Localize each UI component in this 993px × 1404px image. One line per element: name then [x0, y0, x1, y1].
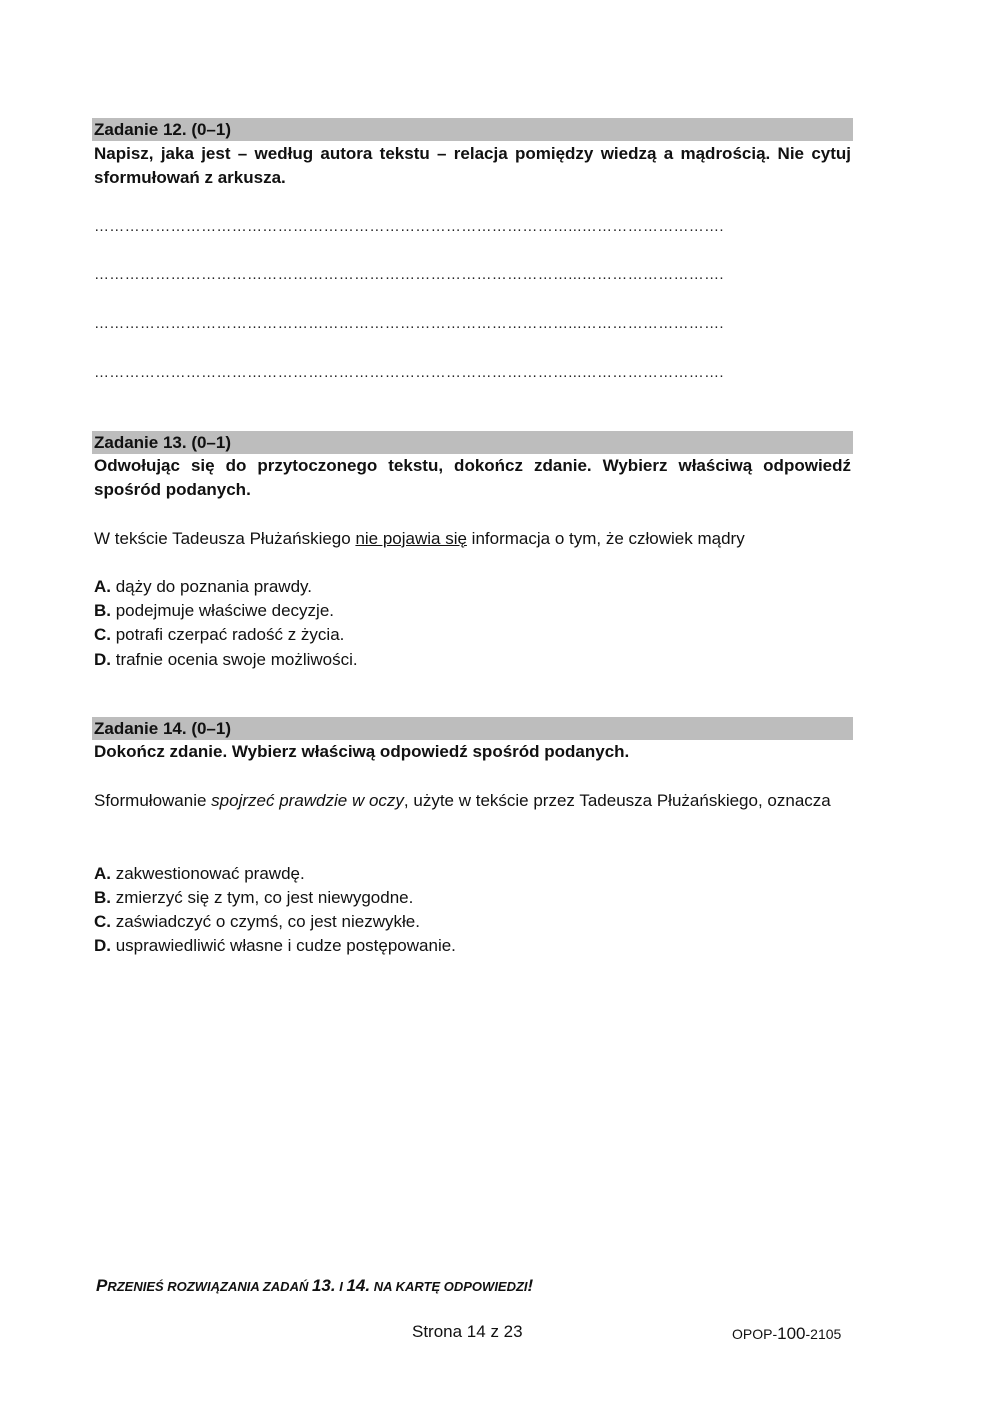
- task-13-header: Zadanie 13. (0–1): [92, 431, 853, 454]
- answer-line-3[interactable]: …………………………………………………………………………………...……………………….: [94, 315, 724, 332]
- task-12-header: Zadanie 12. (0–1): [92, 118, 853, 141]
- answer-line-1[interactable]: …………………………………………………………………………………...……………………….: [94, 218, 724, 235]
- italic-phrase: spojrzeć prawdzie w oczy: [211, 791, 404, 810]
- task-13-instruction: Odwołując się do przytoczonego tekstu, dokończ zdanie. Wybierz właściwą odpowiedź spośród podanych.: [94, 456, 851, 499]
- task-14-option-c[interactable]: C. zaświadczyć o czymś, co jest niezwykłe.: [94, 912, 420, 931]
- answer-line-2[interactable]: …………………………………………………………………………………...……………………….: [94, 266, 724, 283]
- exam-code: OPOP-100-2105: [732, 1324, 842, 1343]
- task-14-header: Zadanie 14. (0–1): [92, 717, 853, 740]
- page-number: Strona 14 z 23: [412, 1322, 523, 1341]
- task-13-option-b[interactable]: B. podejmuje właściwe decyzje.: [94, 601, 334, 620]
- task-14-option-a[interactable]: A. zakwestionować prawdę.: [94, 864, 305, 883]
- task-14-stem: Sformułowanie spojrzeć prawdzie w oczy, użyte w tekście przez Tadeusza Płużańskiego, oznacza: [94, 791, 831, 810]
- task-14-option-d[interactable]: D. usprawiedliwić własne i cudze postępowanie.: [94, 936, 456, 955]
- task-13-option-a[interactable]: A. dąży do poznania prawdy.: [94, 577, 312, 596]
- answer-line-4[interactable]: …………………………………………………………………………………...……………………….: [94, 364, 724, 381]
- task-13-stem: W tekście Tadeusza Płużańskiego nie pojawia się informacja o tym, że człowiek mądry: [94, 529, 745, 548]
- task-14-option-b[interactable]: B. zmierzyć się z tym, co jest niewygodne.: [94, 888, 414, 907]
- task-14-instruction: Dokończ zdanie. Wybierz właściwą odpowiedź spośród podanych.: [94, 742, 630, 761]
- task-13-option-d[interactable]: D. trafnie ocenia swoje możliwości.: [94, 650, 358, 669]
- transfer-note: PRZENIEŚ ROZWIĄZANIA ZADAŃ 13. I 14. NA KARTĘ ODPOWIEDZI!: [96, 1276, 534, 1295]
- underlined-phrase: nie pojawia się: [355, 529, 467, 548]
- task-13-option-c[interactable]: C. potrafi czerpać radość z życia.: [94, 625, 345, 644]
- task-12-instruction: Napisz, jaka jest – według autora tekstu – relacja pomiędzy wiedzą a mądrością. Nie cytuj sformułowań z arkusza.: [94, 144, 851, 187]
